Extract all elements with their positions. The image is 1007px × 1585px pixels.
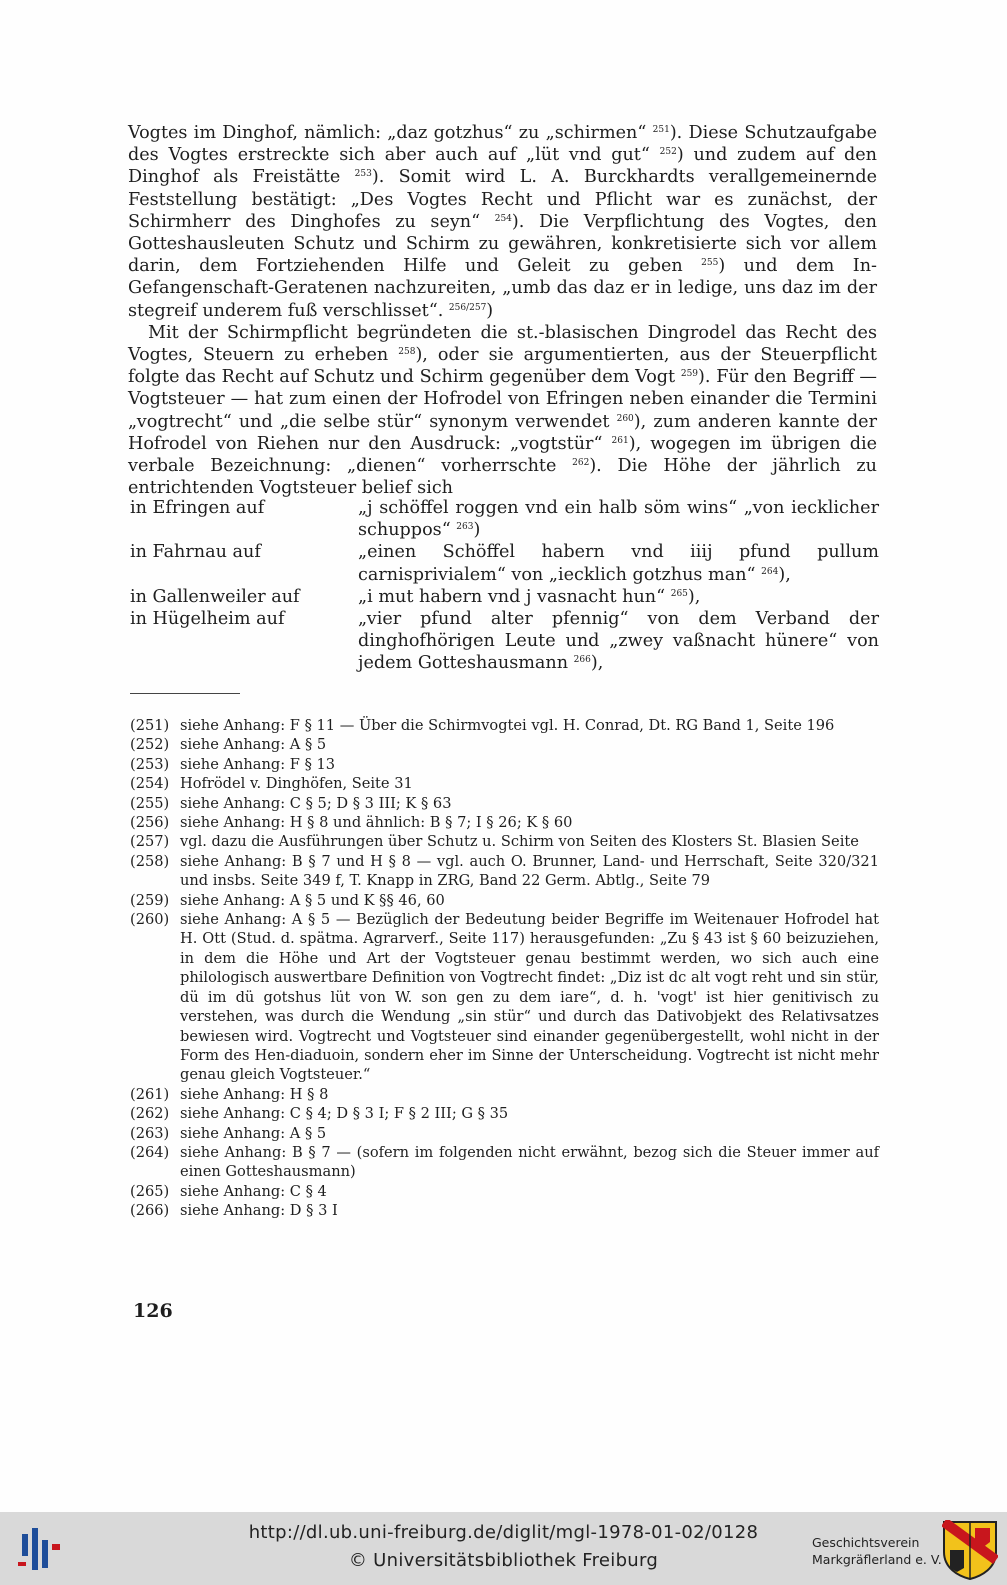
tax-row-fahrnau bbox=[130, 541, 879, 585]
footnote-text: siehe Anhang: D § 3 I bbox=[180, 1202, 338, 1220]
footnote-text: siehe Anhang: A § 5 — Bezüglich der Bedeutung beider Begriffe im Weitenauer Hofrodel hat H. Ott (Stud. d. spätma. Agrarverf., Seite 117) herausgefunden: „Zu § 43 ist § 60 beizuziehen, in dem die Höhe und Art der Vogtsteuer genau bestimmt werden, wo sich auch eine philologisch auswertbare Definition von Vogtrecht findet: „Diz ist dc alt vogt reht und sin stür, dü im dü gotshus lüt von W. son gen zu dem iare“, d. h. 'vogt' ist hier genitivisch zu verstehen, was durch die Wendung „sin stür“ und durch das Dativobjekt des Relativsatzes bewiesen wird. Vogtrecht und Vogtsteuer sind einander gegenübergestellt, wohl nicht in der Form des Hen-diaduoin, sondern eher im Sinne der Unterscheidung. Vogtrecht ist nicht mehr genau gleich Vogtsteuer.“ bbox=[180, 911, 879, 1084]
text-run: ). Die Verpflichtung des Vogtes, den Gotteshausleuten Schutz und Schirm zu gewähren, konkretisierte sich vor allem darin, dem Fortziehenden Hilfe und Geleit zu geben bbox=[128, 211, 877, 277]
tax-description bbox=[358, 541, 879, 585]
tax-place: in Fahrnau auf bbox=[130, 542, 261, 563]
tax-row-efringen bbox=[130, 497, 879, 541]
footer-bar bbox=[0, 1512, 1007, 1585]
text-run: ) bbox=[473, 520, 481, 541]
footnote-ref[interactable]: 259 bbox=[680, 369, 699, 380]
text-run: Mit der Schirmpflicht begründeten die st.-blasischen Dingrodel das Recht des Vogtes, Steuern zu erheben bbox=[128, 322, 877, 366]
tax-description bbox=[358, 586, 879, 608]
permalink-url[interactable]: http://dl.ub.uni-freiburg.de/diglit/mgl-1978-01-02/0128 bbox=[248, 1522, 759, 1543]
footnote-text: siehe Anhang: A § 5 bbox=[180, 736, 327, 754]
footnote-ref[interactable]: 265 bbox=[670, 588, 688, 599]
paragraph-vogtsteuer bbox=[128, 322, 877, 500]
paragraph-schirmpflicht bbox=[128, 122, 877, 322]
footnote-ref[interactable]: 261 bbox=[611, 435, 629, 446]
footnote-ref[interactable]: 263 bbox=[456, 522, 474, 533]
coat-of-arms-icon bbox=[942, 1520, 998, 1580]
footnote-text: siehe Anhang: C § 5; D § 3 III; K § 63 bbox=[180, 794, 452, 812]
tax-description bbox=[358, 608, 879, 675]
text-run: ), wogegen im übrigen die verbale Bezeichnung: „dienen“ vorherrschte bbox=[128, 433, 878, 477]
footnote-number: (263) bbox=[130, 1124, 170, 1142]
footnote-item bbox=[130, 910, 879, 1085]
footnote-ref[interactable]: 258 bbox=[398, 347, 416, 358]
footnote-item bbox=[130, 891, 879, 910]
footnote-number: (260) bbox=[130, 911, 170, 929]
text-run: ), bbox=[778, 564, 791, 585]
footnote-item bbox=[130, 755, 879, 774]
vogtsteuer-list bbox=[130, 497, 879, 675]
footnote-number: (258) bbox=[130, 852, 170, 870]
footnote-item bbox=[130, 813, 879, 832]
text-run: „j schöffel roggen vnd ein halb söm wins“ „von iecklicher schuppos“ bbox=[358, 498, 879, 541]
footnote-number: (265) bbox=[130, 1182, 170, 1200]
text-run: „vier pfund alter pfennig“ von dem Verband der dinghofhörigen Leute und „zwey vaßnacht hünere“ von jedem Gotteshausmann bbox=[358, 609, 879, 674]
footnote-text: siehe Anhang: A § 5 bbox=[180, 1124, 327, 1142]
text-run: ) bbox=[486, 300, 494, 321]
footnote-ref[interactable]: 252 bbox=[659, 147, 677, 158]
footnote-number: (254) bbox=[130, 775, 170, 793]
footnote-number: (264) bbox=[130, 1143, 170, 1161]
main-text bbox=[128, 122, 877, 499]
footnote-item bbox=[130, 735, 879, 754]
text-run: ), zum anderen kannte der Hofrodel von Riehen nur den Ausdruck: „vogtstür“ bbox=[128, 411, 877, 454]
copyright-notice: © Universitätsbibliothek Freiburg bbox=[348, 1550, 659, 1571]
footnote-item bbox=[130, 852, 879, 891]
footnote-ref[interactable]: 253 bbox=[354, 169, 372, 180]
footnotes bbox=[130, 716, 879, 1221]
footnote-item bbox=[130, 1143, 879, 1182]
footnote-item bbox=[130, 774, 879, 793]
tax-place: in Efringen auf bbox=[130, 498, 265, 518]
footnote-text: siehe Anhang: C § 4 bbox=[180, 1182, 327, 1200]
footnote-text: Hofrödel v. Dinghöfen, Seite 31 bbox=[180, 775, 413, 793]
footnote-text: siehe Anhang: C § 4; D § 3 I; F § 2 III; G § 35 bbox=[180, 1105, 509, 1123]
footnote-number: (262) bbox=[130, 1105, 170, 1123]
footnote-item bbox=[130, 794, 879, 813]
tax-place: in Hügelheim auf bbox=[130, 609, 285, 630]
footnote-item bbox=[130, 1085, 879, 1104]
footnote-item bbox=[130, 832, 879, 851]
text-run: ), oder sie argumentierten, aus der Steuerpflicht folgte das Recht auf Schutz und Schirm gegenüber dem Vogt bbox=[128, 345, 877, 388]
footnote-number: (266) bbox=[130, 1202, 170, 1220]
footnote-text: vgl. dazu die Ausführungen über Schutz u. Schirm von Seiten des Klosters St. Blasien Seite bbox=[180, 833, 859, 851]
footnote-ref[interactable]: 262 bbox=[572, 458, 590, 469]
tax-row-gallenweiler bbox=[130, 586, 879, 608]
footnote-item bbox=[130, 1104, 879, 1123]
text-run: ), bbox=[590, 653, 604, 674]
footnote-number: (259) bbox=[130, 891, 170, 909]
footnote-text: siehe Anhang: B § 7 — (sofern im folgenden nicht erwähnt, bezog sich die Steuer immer auf einen Gotteshausmann) bbox=[180, 1143, 879, 1181]
footnote-text: siehe Anhang: H § 8 und ähnlich: B § 7; I § 26; K § 60 bbox=[180, 814, 573, 832]
tax-description bbox=[358, 497, 879, 541]
text-run: ). Die Höhe der jährlich zu entrichtenden Vogtsteuer belief sich bbox=[128, 456, 877, 499]
footnote-text: siehe Anhang: F § 13 bbox=[180, 755, 336, 773]
text-run: ). Somit wird L. A. Burckhardts verallgemeinernde Feststellung bestätigt: „Des Vogtes Recht und Pflicht war es zunächst, der Schirmherr des Dinghofes zu seyn“ bbox=[128, 167, 877, 232]
footnote-number: (255) bbox=[130, 794, 170, 812]
footnote-ref[interactable]: 251 bbox=[652, 125, 670, 135]
page-number: 126 bbox=[133, 1300, 173, 1322]
text-run: ) und dem In-Gefangenschaft-Geratenen nachzureiten, „umb das daz er in ledige, uns daz im der stegreif underem fuß verschlisset“. bbox=[128, 256, 877, 321]
footnote-ref[interactable]: 255 bbox=[701, 258, 719, 269]
footnote-ref[interactable]: 266 bbox=[573, 655, 591, 666]
footnote-number: (253) bbox=[130, 755, 170, 773]
footnote-item bbox=[130, 1201, 879, 1220]
tax-row-huegelheim bbox=[130, 608, 879, 675]
footnote-divider bbox=[130, 693, 240, 694]
tax-place: in Gallenweiler auf bbox=[130, 586, 300, 607]
text-run: ), bbox=[687, 586, 701, 607]
footnote-ref[interactable]: 260 bbox=[616, 413, 634, 424]
footnote-text: siehe Anhang: B § 7 und H § 8 — vgl. auch O. Brunner, Land- und Herrschaft, Seite 320/321 und insbs. Seite 349 f, T. Knapp in ZRG, Band 22 Germ. Abtlg., Seite 79 bbox=[180, 852, 879, 890]
footnote-number: (252) bbox=[130, 736, 170, 754]
footnote-text: siehe Anhang: H § 8 bbox=[180, 1085, 329, 1103]
footnote-number: (251) bbox=[130, 717, 170, 734]
footnote-ref[interactable]: 256/257 bbox=[448, 302, 487, 313]
text-run: ). Für den Begriff — Vogtsteuer — hat zum einen der Hofrodel von Efringen neben einander die Termini „vogtrecht“ und „die selbe stür“ synonym verwendet bbox=[128, 367, 878, 432]
text-run: „einen Schöffel habern vnd iiij pfund pullum carnisprivialem“ von „iecklich gotzhus man“ bbox=[358, 542, 879, 585]
footnote-item bbox=[130, 1182, 879, 1201]
society-name bbox=[812, 1534, 942, 1568]
text-run: Vogtes im Dinghof, nämlich: „daz gotzhus“ zu „schirmen“ bbox=[128, 123, 653, 143]
footnote-item bbox=[130, 716, 879, 735]
text-run: ) und zudem auf den Dinghof als Freistätte bbox=[128, 145, 877, 188]
footnote-item bbox=[130, 1124, 879, 1143]
footnote-number: (257) bbox=[130, 833, 170, 851]
society-line: Geschichtsverein bbox=[812, 1535, 920, 1550]
footnote-ref[interactable]: 264 bbox=[761, 566, 779, 577]
footnote-text: siehe Anhang: A § 5 und K §§ 46, 60 bbox=[180, 891, 445, 909]
footnote-ref[interactable]: 254 bbox=[494, 213, 512, 224]
text-run: „i mut habern vnd j vasnacht hun“ bbox=[358, 586, 671, 607]
footnote-number: (261) bbox=[130, 1085, 170, 1103]
text-run: ). Diese Schutzaufgabe des Vogtes erstreckte sich aber auch auf „lüt vnd gut“ bbox=[128, 123, 877, 166]
society-line: Markgräflerland e. V. bbox=[812, 1552, 942, 1567]
footnote-text: siehe Anhang: F § 11 — Über die Schirmvogtei vgl. H. Conrad, Dt. RG Band 1, Seite 196 bbox=[180, 717, 835, 734]
footnote-number: (256) bbox=[130, 814, 170, 832]
